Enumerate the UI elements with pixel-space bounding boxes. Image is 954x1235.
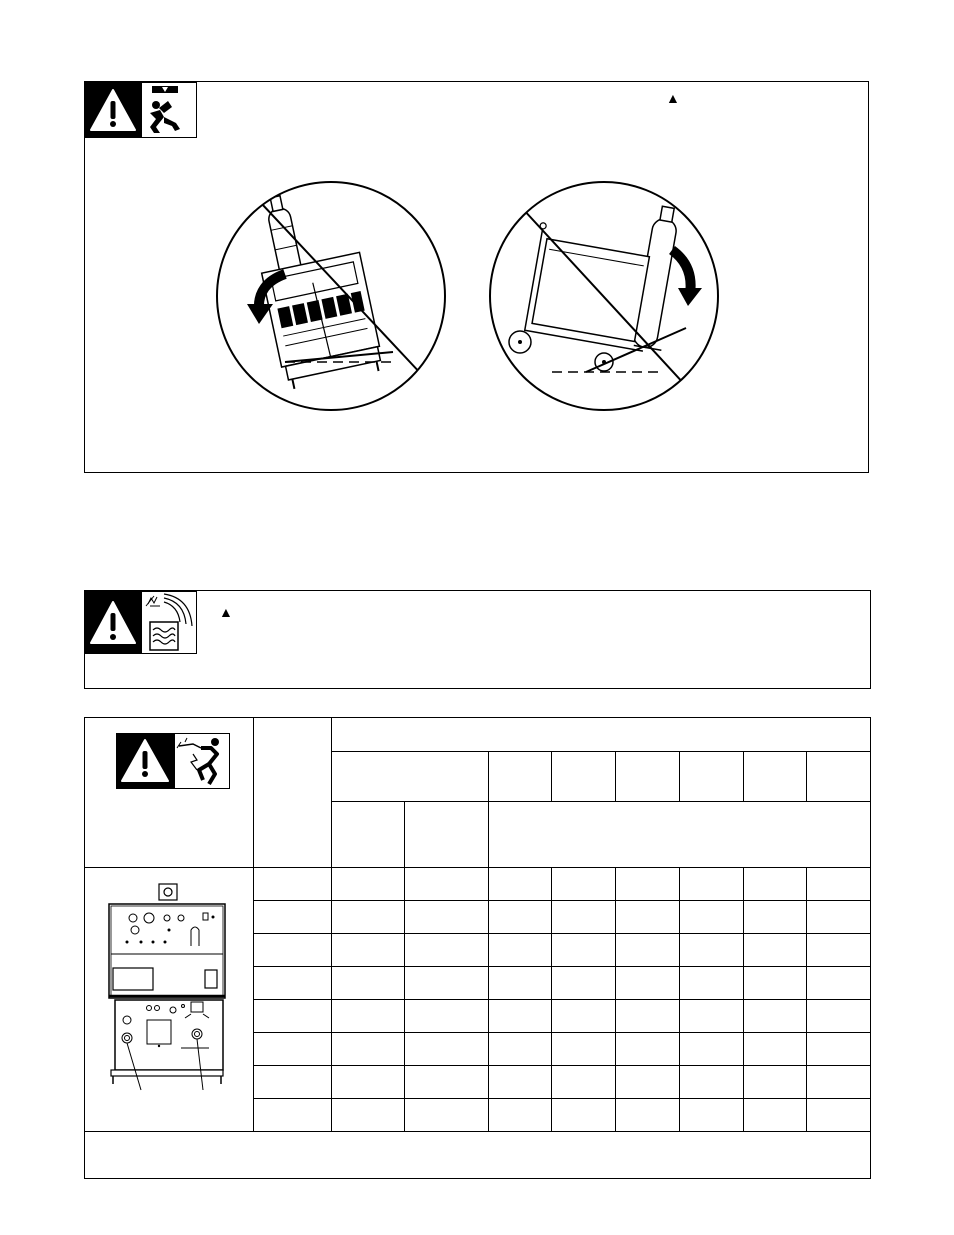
table-row xyxy=(253,966,871,967)
warning-exclamation-icon xyxy=(85,591,141,654)
magnetic-field-pacemaker-icon xyxy=(141,591,197,654)
table-divider xyxy=(806,751,807,801)
table-divider xyxy=(253,718,254,1131)
table-footer-divider xyxy=(85,1131,871,1132)
table-row xyxy=(253,1032,871,1033)
table-divider xyxy=(615,751,616,801)
table-divider xyxy=(679,751,680,801)
electric-shock-icon xyxy=(174,733,230,789)
falling-equipment-icon xyxy=(141,82,197,138)
table-row xyxy=(253,933,871,934)
table-row xyxy=(253,900,871,901)
warning-exclamation-icon xyxy=(85,82,141,138)
warning-marker: ▲ xyxy=(666,90,680,106)
table-divider xyxy=(488,751,489,801)
table-row xyxy=(253,999,871,1000)
tipover-warning-box xyxy=(84,81,869,473)
table-divider xyxy=(488,801,489,867)
table-divider xyxy=(85,867,871,868)
table-divider xyxy=(404,801,405,867)
magnetic-warning-box xyxy=(84,590,871,689)
table-row xyxy=(253,1065,871,1066)
do-not-tilt-unit-illustration xyxy=(213,180,449,412)
table-divider xyxy=(551,751,552,801)
cable-size-table xyxy=(84,717,871,1179)
warning-marker: ▲ xyxy=(219,604,233,620)
do-not-tilt-cart-illustration xyxy=(486,180,722,412)
warning-exclamation-icon xyxy=(116,733,174,789)
table-row xyxy=(253,1098,871,1099)
table-divider xyxy=(743,751,744,801)
welder-front-panel-illustration xyxy=(105,880,233,1102)
table-divider xyxy=(331,801,871,802)
table-divider xyxy=(331,718,332,1131)
table-divider xyxy=(331,751,871,752)
